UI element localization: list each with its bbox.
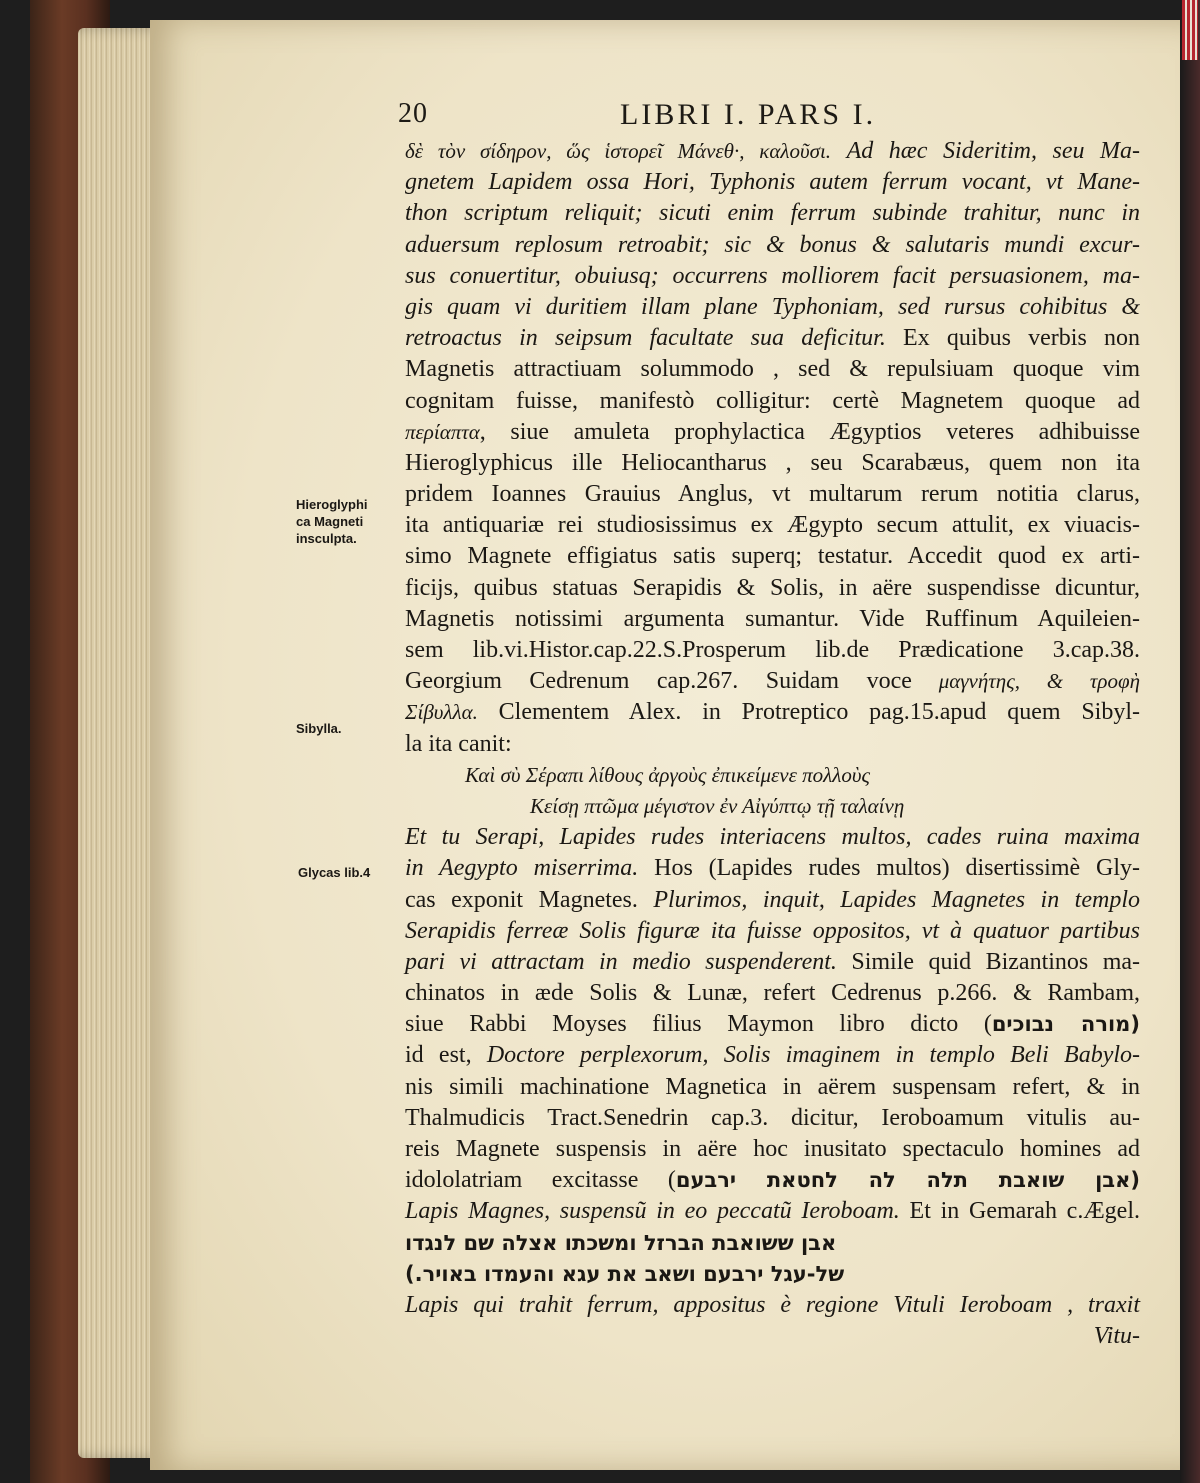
text-line bbox=[405, 230, 1140, 261]
text-run: thon scriptum reliquit; sicuti enim ferrum subinde trahitur, nunc in bbox=[405, 200, 1140, 227]
text-run: reis Magnete suspensis in aëre hoc inusitato spectaculo homines ad bbox=[405, 1136, 1140, 1162]
text-run: cognitam fuisse, manifestò colligitur: certè Magnetem quoque ad bbox=[405, 387, 1140, 414]
text-line bbox=[405, 1134, 1140, 1165]
text-run: אבן ששואבת הברזל ומשכתו אצלה שם לנגדו bbox=[405, 1230, 837, 1255]
bookmark-ribbon bbox=[1182, 0, 1198, 60]
text-line bbox=[405, 1196, 1140, 1227]
text-line bbox=[405, 1290, 1140, 1321]
text-line bbox=[405, 978, 1140, 1009]
text-run: Καὶ σὺ Σέραπι λίθους ἀργοὺς ἐπικείμενε πολλοὺς bbox=[465, 762, 871, 787]
text-line bbox=[405, 729, 1140, 760]
text-run: pari vi attractam in medio suspenderent. bbox=[405, 948, 837, 975]
text-run: sus conuertitur, obuiusq; occurrens molliorem facit persuasionem, ma- bbox=[405, 262, 1140, 289]
text-line bbox=[405, 760, 1140, 791]
text-line bbox=[405, 198, 1140, 229]
text-run: la ita canit: bbox=[405, 730, 512, 757]
text-run: Κείσῃ πτῶμα μέγιστον ἐν Αἰγύπτῳ τῇ ταλαίνῃ bbox=[530, 793, 905, 818]
text-line bbox=[405, 635, 1140, 666]
text-run: , siue amuleta prophylactica Ægyptios veteres adhibuisse bbox=[479, 418, 1140, 445]
text-line bbox=[405, 136, 1140, 167]
text-line bbox=[405, 261, 1140, 292]
text-run: Lapis Magnes, suspensũ in eo peccatũ Ieroboam. bbox=[405, 1198, 900, 1225]
text-run: Et tu Serapi, Lapides rudes interiacens multos, cades ruina maxima bbox=[405, 824, 1140, 851]
margin-note-sibylla: Sibylla. bbox=[296, 721, 342, 736]
text-line bbox=[405, 822, 1140, 853]
text-line bbox=[405, 885, 1140, 916]
text-run: cas exponit Magnetes. bbox=[405, 886, 638, 913]
catchword: Vitu- bbox=[1093, 1323, 1140, 1350]
text-line bbox=[405, 573, 1140, 604]
text-run: sem lib.vi.Histor.cap.22.S.Prosperum lib.de Prædicatione 3.cap.38. bbox=[405, 637, 1140, 663]
text-run: Ad hæc Sideritim, seu Ma- bbox=[831, 138, 1141, 164]
text-line bbox=[405, 853, 1140, 884]
text-run: ita antiquariæ rei studiosissimus ex Ægypto secum attulit, ex viuacis- bbox=[405, 512, 1140, 539]
text-run: idololatriam excitasse ( bbox=[405, 1167, 676, 1194]
text-run: ficijs, quibus statuas Serapidis & Solis, in aëre suspendisse dicuntur, bbox=[405, 574, 1140, 601]
text-run: אבן שואבת תלה לה לחטאת ירבעם) bbox=[675, 1168, 1141, 1193]
text-line bbox=[405, 167, 1140, 198]
text-run: pridem Ioannes Grauius Anglus, vt multarum rerum notitia clarus, bbox=[405, 481, 1140, 508]
text-line bbox=[405, 354, 1140, 385]
body-text bbox=[405, 136, 1140, 1352]
text-line bbox=[405, 791, 1140, 822]
text-run: in Aegypto miserrima. bbox=[405, 855, 639, 882]
margin-note-line: Hieroglyphi bbox=[296, 497, 368, 512]
text-line bbox=[405, 1259, 1140, 1290]
text-run: Thalmudicis Tract.Senedrin cap.3. dicitur, Ieroboamum vitulis au- bbox=[405, 1104, 1140, 1131]
text-run: מורה נבוכים) bbox=[991, 1012, 1140, 1037]
page-number: 20 bbox=[398, 98, 428, 129]
text-line bbox=[405, 479, 1140, 510]
margin-note-glycas: Glycas lib.4 bbox=[298, 865, 371, 880]
text-run: Magnetis attractiuam solummodo , sed & repulsiuam quoque vim bbox=[405, 356, 1140, 383]
text-run: περίαπτα bbox=[405, 419, 480, 444]
text-line bbox=[405, 292, 1140, 323]
running-title: LIBRI I. PARS I. bbox=[620, 98, 877, 131]
text-run: Hieroglyphicus ille Heliocantharus , seu Scarabæus, quem non ita bbox=[405, 449, 1140, 476]
text-run: Doctore perplexorum, Solis imaginem in templo Beli Babylo- bbox=[471, 1042, 1141, 1069]
text-line bbox=[405, 666, 1140, 697]
margin-note-line: insculpta. bbox=[296, 531, 357, 546]
text-run: retroactus in seipsum facultate sua deficitur. bbox=[405, 325, 886, 352]
text-line bbox=[405, 510, 1140, 541]
text-line bbox=[405, 1228, 1140, 1259]
text-line bbox=[405, 1165, 1140, 1196]
margin-note-line: ca Magneti bbox=[296, 514, 364, 529]
text-line bbox=[405, 417, 1140, 448]
text-line bbox=[405, 323, 1140, 354]
text-run: Ex quibus verbis non bbox=[885, 325, 1140, 352]
text-run: simo Magnete effigiatus satis superq; testatur. Accedit quod ex arti- bbox=[405, 543, 1140, 570]
text-run: id est, bbox=[405, 1042, 472, 1069]
text-run: Magnetis notissimi argumenta sumantur. Vide Ruffinum Aquileien- bbox=[405, 605, 1140, 632]
text-run: Lapis qui trahit ferrum, appositus è regione Vituli Ieroboam , traxit bbox=[405, 1291, 1140, 1318]
text-run: δὲ τὸν σίδηρον, ὥς ἱστορεῖ Μάνεθ·, καλοῦσι. bbox=[405, 139, 832, 163]
text-line bbox=[405, 697, 1140, 728]
text-run: Clementem Alex. in Protreptico pag.15.apud quem Sibyl- bbox=[477, 699, 1140, 726]
text-line bbox=[405, 541, 1140, 572]
text-run: Et in Gemarah c.Ægel. bbox=[899, 1198, 1140, 1225]
text-line bbox=[405, 386, 1140, 417]
text-run: chinatos in æde Solis & Lunæ, refert Cedrenus p.266. & Rambam, bbox=[405, 980, 1140, 1007]
right-cover-edge bbox=[1180, 0, 1200, 1483]
text-run: μαγνήτης, & τροφὴ bbox=[911, 669, 1141, 694]
text-line bbox=[405, 1072, 1140, 1103]
text-line bbox=[405, 916, 1140, 947]
text-line bbox=[405, 1009, 1140, 1040]
text-run: Σίβυλλα. bbox=[405, 700, 478, 725]
text-run: Serapidis ferreæ Solis figuræ ita fuisse oppositos, vt à quatuor partibus bbox=[405, 917, 1140, 944]
text-run: Hos (Lapides rudes multos) disertissimè Gly- bbox=[638, 855, 1140, 882]
margin-note-hieroglyphica bbox=[296, 496, 368, 547]
text-run: של-עגל ירבעם ושאב את עגא והעמדו באויר.) bbox=[405, 1261, 845, 1286]
text-line bbox=[405, 448, 1140, 479]
text-run: siue Rabbi Moyses filius Maymon libro dicto ( bbox=[405, 1011, 992, 1038]
text-run: Simile quid Bizantinos ma- bbox=[836, 948, 1141, 975]
text-run: nis simili machinatione Magnetica in aërem suspensam refert, & in bbox=[405, 1073, 1140, 1100]
text-line bbox=[405, 947, 1140, 978]
text-run: gnetem Lapidem ossa Hori, Typhonis autem ferrum vocant, vt Mane- bbox=[405, 169, 1140, 196]
text-line bbox=[405, 604, 1140, 635]
text-run: aduersum replosum retroabit; sic & bonus & salutaris mundi excur- bbox=[405, 231, 1140, 258]
text-run: Plurimos, inquit, Lapides Magnetes in templo bbox=[637, 886, 1140, 913]
text-line bbox=[405, 1103, 1140, 1134]
text-run: gis quam vi duritiem illam plane Typhoniam, sed rursus cohibitus & bbox=[405, 293, 1140, 320]
text-line bbox=[405, 1040, 1140, 1071]
text-run: Georgium Cedrenum cap.267. Suidam voce bbox=[405, 668, 912, 695]
page-header bbox=[398, 98, 1138, 138]
